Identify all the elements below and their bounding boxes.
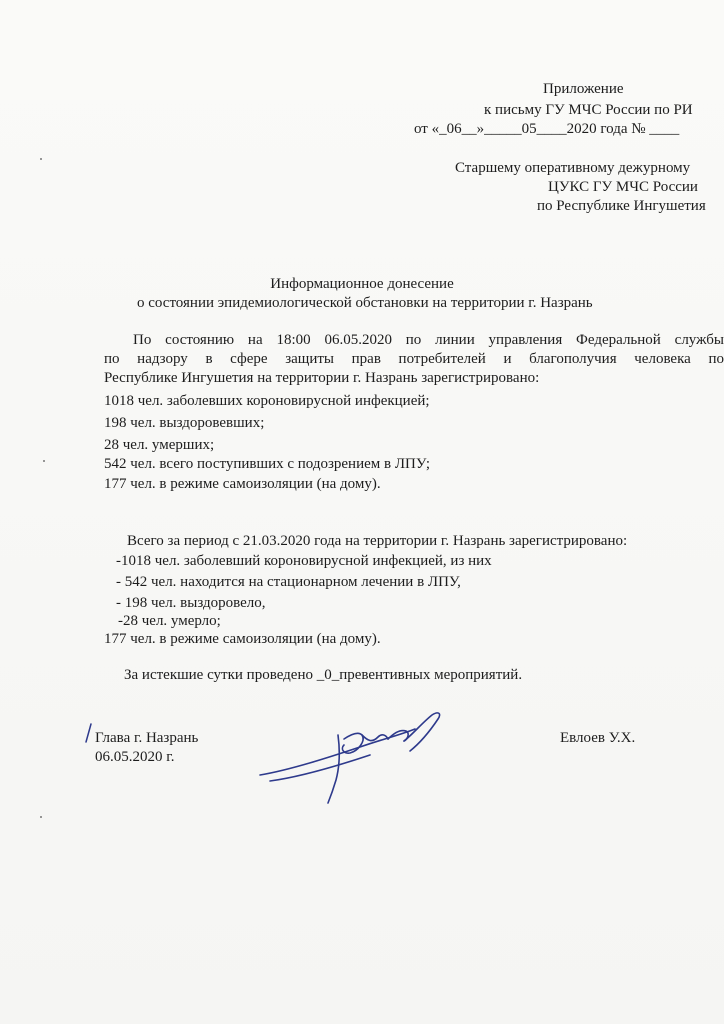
scan-speck: [40, 158, 42, 160]
signatory-position: Глава г. Назрань: [95, 730, 199, 746]
stat-self-isolation: 177 чел. в режиме самоизоляции (на дому).: [104, 476, 381, 492]
paragraph1-line-1: По состоянию на 18:00 06.05.2020 по линии управления Федеральной службы: [133, 332, 724, 348]
stat-infected: 1018 чел. заболевших короновирусной инфекцией;: [104, 393, 430, 409]
recipient-line-3: по Республике Ингушетия: [537, 198, 706, 214]
handwritten-signature: [240, 695, 460, 815]
stat-recovered: 198 чел. выздоровевших;: [104, 415, 265, 431]
total-deaths: -28 чел. умерло;: [118, 613, 221, 629]
total-infected: -1018 чел. заболевший короновирусной инфекцией, из них: [116, 553, 492, 569]
preventive-events: За истекшие сутки проведено _0_превентивных мероприятий.: [124, 667, 523, 683]
signature-date: 06.05.2020 г.: [95, 749, 175, 765]
paragraph1-line-2: по надзору в сфере защиты прав потребителей и благополучия человека по: [104, 351, 724, 367]
paragraph2: Всего за период с 21.03.2020 года на территории г. Назрань зарегистрировано:: [127, 533, 628, 549]
scan-speck: [40, 816, 42, 818]
paragraph1-line-3: Республике Ингушетия на территории г. Назрань зарегистрировано:: [104, 370, 540, 386]
total-recovered: - 198 чел. выздоровело,: [116, 595, 266, 611]
total-hospitalized: - 542 чел. находится на стационарном лечении в ЛПУ,: [116, 574, 461, 590]
stat-deaths: 28 чел. умерших;: [104, 437, 215, 453]
scan-speck: [43, 460, 45, 462]
document-subtitle: о состоянии эпидемиологической обстановки на территории г. Назрань: [137, 295, 593, 311]
document-title: Информационное донесение: [270, 276, 454, 292]
recipient-line-1: Старшему оперативному дежурному: [455, 160, 691, 176]
appendix-label: Приложение: [543, 81, 624, 97]
total-self-isolation: 177 чел. в режиме самоизоляции (на дому).: [104, 631, 381, 647]
recipient-line-2: ЦУКС ГУ МЧС России: [548, 179, 698, 195]
letter-reference: к письму ГУ МЧС России по РИ: [484, 102, 693, 118]
letter-date-number: от «_06__»_____05____2020 года № ____: [414, 121, 680, 137]
tick-mark: [84, 722, 94, 744]
stat-hospitalized-suspected: 542 чел. всего поступивших с подозрением в ЛПУ;: [104, 456, 431, 472]
signatory-name: Евлоев У.Х.: [560, 730, 636, 746]
